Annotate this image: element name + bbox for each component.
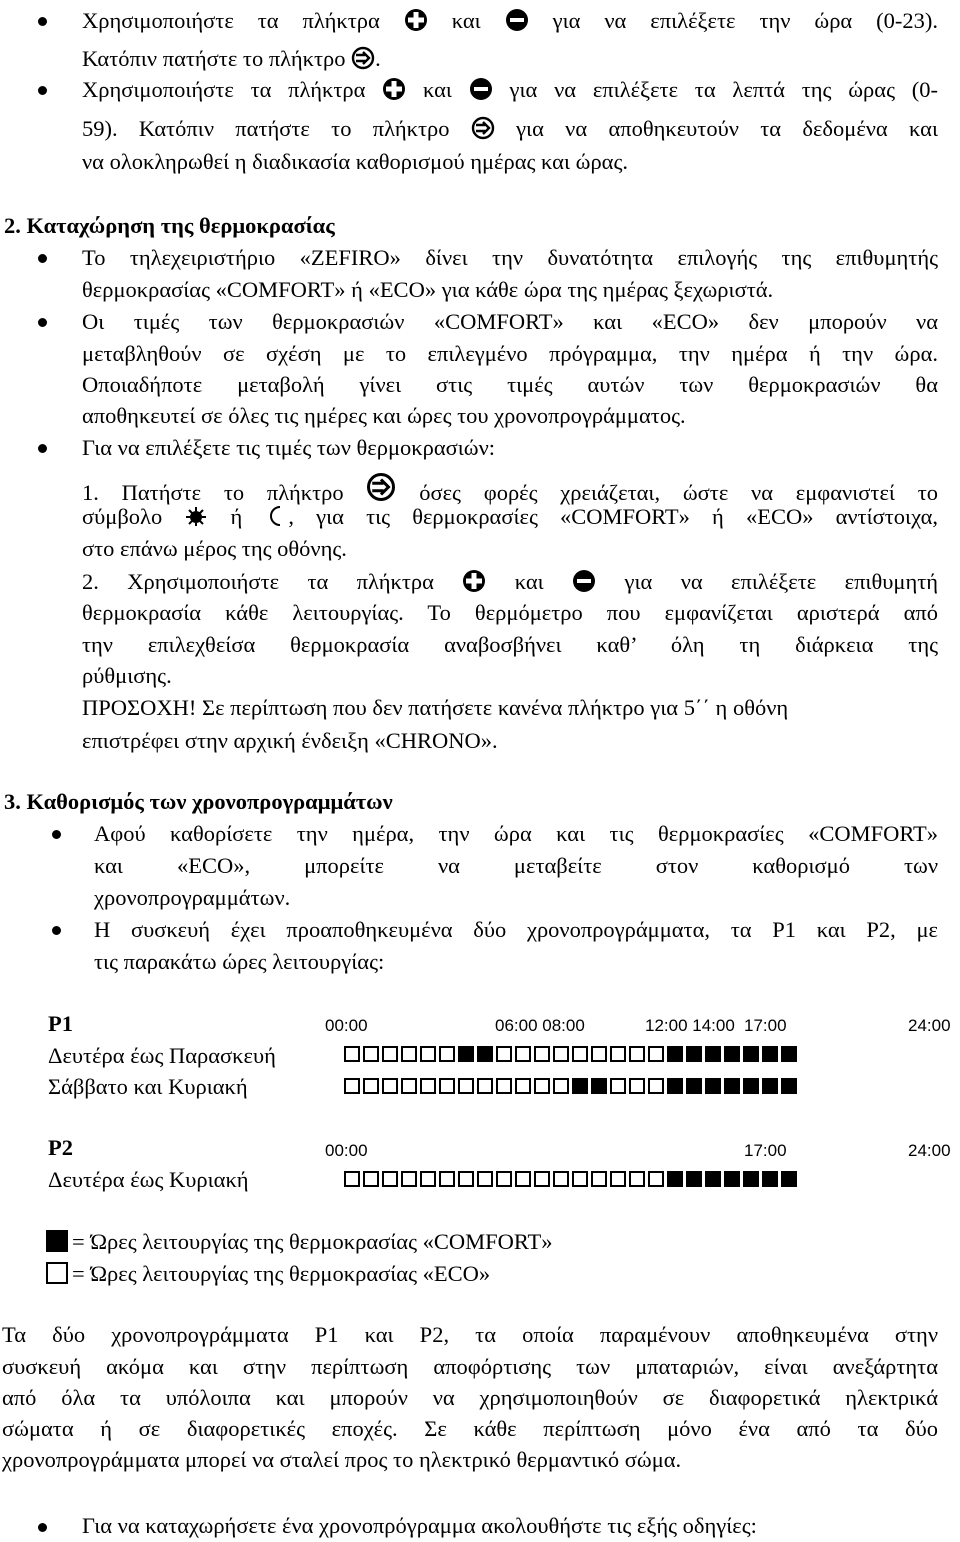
hour-cell-comfort bbox=[724, 1078, 740, 1094]
hour-cell-eco bbox=[401, 1078, 417, 1094]
bullet bbox=[52, 830, 61, 839]
time-label: 17:00 bbox=[744, 1016, 787, 1035]
hour-cell-eco bbox=[363, 1078, 379, 1094]
hour-cell-comfort bbox=[458, 1046, 474, 1062]
text-line: Χρησιμοποιήστε τα πλήκτρα και για να επιλέξετε τα λεπτά της ώρας (0- bbox=[82, 77, 938, 102]
hour-cell-eco bbox=[496, 1171, 512, 1187]
hour-cell-eco bbox=[591, 1046, 607, 1062]
minus-key-icon bbox=[469, 77, 493, 101]
plus-key-icon bbox=[462, 569, 486, 593]
text-line: Οποιαδήποτε μεταβολή γίνει στις τιμές αυτών των θερμοκρασιών θα bbox=[82, 372, 938, 397]
text-line: Η συσκευή έχει προαποθηκευμένα δύο χρονοπρογράμματα, τα P1 και P2, με bbox=[94, 917, 938, 942]
hour-cell-eco bbox=[382, 1078, 398, 1094]
text-line: 1. Πατήστε το πλήκτρο όσες φορές χρειάζεται, ώστε να εμφανιστεί το bbox=[82, 472, 938, 507]
time-label: 17:00 bbox=[744, 1141, 787, 1160]
hour-cell-eco bbox=[439, 1171, 455, 1187]
hour-cell-eco bbox=[534, 1171, 550, 1187]
hour-cell-eco bbox=[477, 1171, 493, 1187]
hour-cell-eco bbox=[496, 1046, 512, 1062]
text-line: Το τηλεχειριστήριο «ZEFIRO» δίνει την δυνατότητα επιλογής της επιθυμητής bbox=[82, 245, 938, 270]
hour-cell-eco bbox=[344, 1078, 360, 1094]
text-line: σύμβολο ή , για τις θερμοκρασίες «COMFORT» ή «ECO» αντίστοιχα, bbox=[82, 504, 939, 529]
hour-cell-eco bbox=[401, 1046, 417, 1062]
hour-cell-comfort bbox=[686, 1171, 702, 1187]
hour-cell-eco bbox=[515, 1046, 531, 1062]
text-line: συσκευή ακόμα και στην περίπτωση αποφόρτισης των μπαταριών, είναι ανεξάρτητα bbox=[2, 1354, 938, 1379]
hour-cell-comfort bbox=[743, 1046, 759, 1062]
hour-cell-eco bbox=[629, 1046, 645, 1062]
hour-cell-eco bbox=[439, 1046, 455, 1062]
text-line: Τα δύο χρονοπρογράμματα P1 και P2, τα οποία παραμένουν αποθηκευμένα στην bbox=[2, 1322, 938, 1347]
text-line: 2. Χρησιμοποιήστε τα πλήκτρα και για να επιλέξετε επιθυμητή bbox=[82, 569, 939, 594]
text-line: μεταβληθούν σε σχέση με το επιλεγμένο πρόγραμμα, την ημέρα ή την ώρα. bbox=[82, 341, 938, 366]
hour-cell-eco bbox=[648, 1171, 664, 1187]
eco-square-icon bbox=[46, 1262, 68, 1284]
hour-cell-eco bbox=[553, 1171, 569, 1187]
time-label: 24:00 bbox=[908, 1141, 951, 1160]
hour-cell-comfort bbox=[743, 1078, 759, 1094]
text-line: χρονοπρογράμματα μπορεί να σταλεί προς το ηλεκτρικό θερμαντικό σώμα. bbox=[2, 1447, 682, 1472]
hour-cell-eco bbox=[401, 1171, 417, 1187]
day-label: Δευτέρα έως Παρασκευή bbox=[48, 1043, 276, 1068]
hour-cell-comfort bbox=[743, 1171, 759, 1187]
enter-key-icon bbox=[366, 472, 396, 502]
hour-cell-comfort bbox=[705, 1078, 721, 1094]
hour-cell-comfort bbox=[686, 1046, 702, 1062]
hour-cell-eco bbox=[534, 1078, 550, 1094]
text-line: την επιλεχθείσα θερμοκρασία αναβοσβήνει καθ’ όλη τη διάρκεια της bbox=[82, 632, 938, 657]
hour-cell-comfort bbox=[705, 1046, 721, 1062]
text-line: ρύθμισης. bbox=[82, 663, 172, 688]
legend-eco: = Ώρες λειτουργίας της θερμοκρασίας «ECO» bbox=[46, 1260, 490, 1288]
hour-cell-eco bbox=[344, 1046, 360, 1062]
text-line: Χρησιμοποιήστε τα πλήκτρα και για να επιλέξετε την ώρα (0-23). bbox=[82, 8, 939, 33]
minus-key-icon bbox=[572, 569, 596, 593]
hour-cell-comfort bbox=[781, 1046, 797, 1062]
text-line: τις παρακάτω ώρες λειτουργίας: bbox=[94, 949, 385, 974]
hour-cell-comfort bbox=[667, 1046, 683, 1062]
warning-text: ΠΡΟΣΟΧΗ! Σε περίπτωση που δεν πατήσετε κανένα πλήκτρο για 5΄΄ η οθόνη bbox=[82, 695, 789, 720]
comfort-square-icon bbox=[46, 1230, 68, 1252]
text-line: σώματα ή σε διαφορετικές εποχές. Σε κάθε περίπτωση μόνο ένα από τα δύο bbox=[2, 1416, 938, 1441]
hour-cell-comfort bbox=[667, 1171, 683, 1187]
bullet bbox=[38, 17, 47, 26]
hour-cell-comfort bbox=[686, 1078, 702, 1094]
hour-cell-eco bbox=[515, 1078, 531, 1094]
bullet bbox=[52, 926, 61, 935]
hour-cell-eco bbox=[477, 1078, 493, 1094]
text-line: Για να καταχωρήσετε ένα χρονοπρόγραμμα ακολουθήστε τις εξής οδηγίες: bbox=[82, 1513, 757, 1538]
hour-cell-eco bbox=[496, 1078, 512, 1094]
hour-cell-comfort bbox=[762, 1078, 778, 1094]
hour-cell-comfort bbox=[667, 1078, 683, 1094]
hour-cell-eco bbox=[420, 1171, 436, 1187]
hour-cell-comfort bbox=[781, 1078, 797, 1094]
hour-cell-eco bbox=[553, 1078, 569, 1094]
hour-cell-eco bbox=[648, 1078, 664, 1094]
text-line: και «ECO», μπορείτε να μεταβείτε στον καθορισμό των bbox=[94, 853, 938, 878]
text-line: Αφού καθορίσετε την ημέρα, την ώρα και τις θερμοκρασίες «COMFORT» bbox=[94, 821, 938, 846]
hour-cell-eco bbox=[382, 1171, 398, 1187]
hour-cell-eco bbox=[629, 1078, 645, 1094]
day-label: Δευτέρα έως Κυριακή bbox=[48, 1167, 249, 1192]
hour-cell-eco bbox=[610, 1046, 626, 1062]
hour-cell-comfort bbox=[724, 1046, 740, 1062]
hour-cell-eco bbox=[363, 1046, 379, 1062]
hour-cell-eco bbox=[363, 1171, 379, 1187]
time-label: 00:00 bbox=[325, 1141, 368, 1160]
minus-key-icon bbox=[505, 8, 529, 32]
hour-cell-eco bbox=[382, 1046, 398, 1062]
text-line: θερμοκρασίας «COMFORT» ή «ECO» για κάθε ώρα της ημέρας ξεχωριστά. bbox=[82, 277, 774, 302]
bullet bbox=[38, 444, 47, 453]
hour-cell-comfort bbox=[477, 1046, 493, 1062]
hour-cell-eco bbox=[648, 1046, 664, 1062]
hour-cell-comfort bbox=[572, 1078, 588, 1094]
day-label: Σάββατο και Κυριακή bbox=[48, 1074, 248, 1099]
hour-cell-eco bbox=[610, 1078, 626, 1094]
text-line: Οι τιμές των θερμοκρασιών «COMFORT» και «ECO» δεν μπορούν να bbox=[82, 309, 938, 334]
time-label: 24:00 bbox=[908, 1016, 951, 1035]
hour-grid bbox=[344, 1171, 797, 1187]
sun-icon bbox=[184, 504, 208, 528]
hour-cell-eco bbox=[572, 1171, 588, 1187]
program-title: P1 bbox=[48, 1011, 73, 1036]
hour-cell-eco bbox=[534, 1046, 550, 1062]
hour-cell-comfort bbox=[762, 1171, 778, 1187]
text-line: Κατόπιν πατήστε το πλήκτρο . bbox=[82, 46, 381, 71]
plus-key-icon bbox=[404, 8, 428, 32]
hour-cell-eco bbox=[515, 1171, 531, 1187]
enter-key-icon bbox=[471, 116, 495, 140]
hour-cell-eco bbox=[344, 1171, 360, 1187]
hour-cell-comfort bbox=[724, 1171, 740, 1187]
hour-grid bbox=[344, 1078, 797, 1094]
bullet bbox=[38, 318, 47, 327]
hour-cell-comfort bbox=[762, 1046, 778, 1062]
hour-cell-eco bbox=[458, 1171, 474, 1187]
hour-cell-eco bbox=[553, 1046, 569, 1062]
moon-icon bbox=[264, 504, 288, 528]
section-heading: 2. Καταχώρηση της θερμοκρασίας bbox=[4, 213, 335, 238]
text-line: Για να επιλέξετε τις τιμές των θερμοκρασιών: bbox=[82, 435, 496, 460]
hour-grid bbox=[344, 1046, 797, 1062]
enter-key-icon bbox=[351, 46, 375, 70]
text-line: στο επάνω μέρος της οθόνης. bbox=[82, 536, 347, 561]
plus-key-icon bbox=[382, 77, 406, 101]
program-title: P2 bbox=[48, 1135, 73, 1160]
text-line: να ολοκληρωθεί η διαδικασία καθορισμού ημέρας και ώρας. bbox=[82, 149, 629, 174]
hour-cell-comfort bbox=[705, 1171, 721, 1187]
hour-cell-eco bbox=[572, 1046, 588, 1062]
section-heading: 3. Καθορισμός των χρονοπρογραμμάτων bbox=[4, 789, 393, 814]
bullet bbox=[38, 254, 47, 263]
text-line: 59). Κατόπιν πατήστε το πλήκτρο για να αποθηκευτούν τα δεδομένα και bbox=[82, 116, 939, 141]
hour-cell-eco bbox=[439, 1078, 455, 1094]
bullet bbox=[38, 86, 47, 95]
time-label: 06:00 08:00 bbox=[495, 1016, 585, 1035]
text-line: θερμοκρασία κάθε λειτουργίας. Το θερμόμετρο που εμφανίζεται αριστερά από bbox=[82, 600, 938, 625]
hour-cell-eco bbox=[629, 1171, 645, 1187]
hour-cell-eco bbox=[420, 1078, 436, 1094]
bullet bbox=[38, 1523, 47, 1532]
hour-cell-comfort bbox=[781, 1171, 797, 1187]
text-line: χρονοπρογραμμάτων. bbox=[94, 885, 291, 910]
time-label: 12:00 14:00 bbox=[645, 1016, 735, 1035]
hour-cell-eco bbox=[458, 1078, 474, 1094]
text-line: από όλα τα υπόλοιπα και μπορούν να χρησιμοποιηθούν σε διαφορετικά ηλεκτρικά bbox=[2, 1385, 938, 1410]
hour-cell-comfort bbox=[591, 1078, 607, 1094]
hour-cell-eco bbox=[591, 1171, 607, 1187]
hour-cell-eco bbox=[420, 1046, 436, 1062]
legend-comfort: = Ώρες λειτουργίας της θερμοκρασίας «COMFORT» bbox=[46, 1228, 553, 1256]
warning-text: επιστρέφει στην αρχική ένδειξη «CHRONO». bbox=[82, 728, 498, 753]
time-label: 00:00 bbox=[325, 1016, 368, 1035]
text-line: αποθηκευτεί σε όλες τις ημέρες και ώρες του χρονοπρογράμματος. bbox=[82, 403, 686, 428]
hour-cell-eco bbox=[610, 1171, 626, 1187]
